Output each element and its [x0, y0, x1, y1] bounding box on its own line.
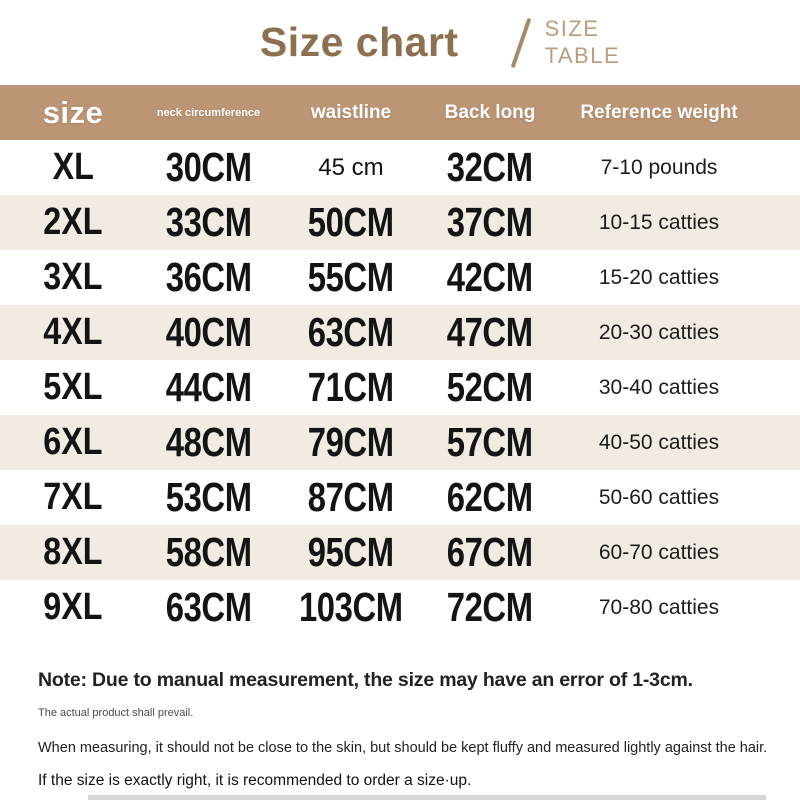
table-cell [549, 580, 769, 635]
page-subtitle-line1: SIZE [544, 16, 600, 42]
table-row [0, 195, 800, 250]
cell-value: 9XL [43, 586, 103, 628]
cell-value: 45 cm [318, 153, 384, 181]
cell-value: 50CM [308, 199, 394, 245]
table-cell [549, 195, 769, 250]
cell-value: 5XL [43, 366, 103, 408]
table-cell [431, 525, 549, 580]
table-cell [271, 195, 431, 250]
page-subtitle [545, 16, 621, 69]
cell-value: 7-10 pounds [600, 155, 718, 179]
table-cell-spacer [769, 195, 800, 250]
table-cell [0, 415, 146, 470]
cell-value: 71CM [308, 364, 394, 410]
cell-value: 15-20 catties [598, 265, 720, 289]
table-cell-spacer [769, 360, 800, 415]
cell-value: 6XL [43, 421, 103, 463]
column-header-back-long: Back long [444, 101, 536, 123]
cell-value: 87CM [308, 474, 394, 520]
table-cell [0, 250, 146, 305]
table-cell [549, 415, 769, 470]
table-cell-spacer [769, 250, 800, 305]
note-main: Note: Due to manual measurement, the size may have an error of 1-3cm. [38, 669, 693, 691]
column-header-waistline: waistline [310, 101, 392, 123]
cell-value: 40CM [165, 309, 252, 355]
cell-value: 8XL [43, 531, 103, 573]
note-sizing-advice: If the size is exactly right, it is recommended to order a size·up. [38, 772, 472, 789]
cell-value: 10-15 catties [598, 210, 720, 234]
table-cell [146, 580, 271, 635]
cell-value: 63CM [165, 584, 252, 630]
cell-value: 48CM [165, 419, 252, 465]
cell-value: 20-30 catties [598, 320, 720, 344]
cell-value: 103CM [299, 584, 403, 630]
table-cell-spacer [769, 140, 800, 195]
table-row [0, 525, 800, 580]
table-cell [271, 305, 431, 360]
notes-section [0, 635, 800, 790]
cell-value: 95CM [308, 529, 394, 575]
table-cell-spacer [769, 415, 800, 470]
table-row [0, 470, 800, 525]
table-cell [146, 525, 271, 580]
table-cell [0, 305, 146, 360]
table-cell [146, 470, 271, 525]
table-cell [549, 470, 769, 525]
size-chart-table [0, 85, 800, 635]
cell-value: 33CM [165, 199, 252, 245]
table-cell [271, 580, 431, 635]
cell-value: 47CM [447, 309, 533, 355]
column-header-size: size [42, 94, 104, 130]
next-section-edge [88, 795, 766, 800]
table-cell [271, 140, 431, 195]
table-cell [271, 470, 431, 525]
table-cell [146, 360, 271, 415]
table-cell [431, 415, 549, 470]
cell-value: 50-60 catties [598, 485, 720, 509]
cell-value: 67CM [447, 529, 533, 575]
table-cell [0, 470, 146, 525]
table-cell [0, 140, 146, 195]
table-cell [0, 580, 146, 635]
cell-value: 57CM [447, 419, 533, 465]
table-cell-spacer [769, 470, 800, 525]
cell-value: 40-50 catties [598, 430, 720, 454]
cell-value: 4XL [43, 311, 103, 353]
note-measuring: When measuring, it should not be close to the skin, but should be kept fluffy and measured lightly against the hair. [38, 740, 768, 756]
title-group [260, 16, 620, 69]
size-table-body [0, 140, 800, 635]
table-cell [431, 580, 549, 635]
cell-value: 52CM [447, 364, 533, 410]
table-cell [431, 305, 549, 360]
table-row [0, 250, 800, 305]
cell-value: 70-80 catties [598, 595, 720, 619]
cell-value: 3XL [43, 256, 103, 298]
table-cell [146, 250, 271, 305]
table-cell [549, 250, 769, 305]
cell-value: 53CM [165, 474, 252, 520]
table-cell [271, 415, 431, 470]
table-cell-spacer [769, 305, 800, 360]
cell-value: 42CM [447, 254, 533, 300]
page-subtitle-line2: TABLE [544, 42, 621, 68]
table-row [0, 580, 800, 635]
cell-value: 62CM [447, 474, 533, 520]
table-cell [431, 470, 549, 525]
table-row [0, 305, 800, 360]
column-header-neck-circumference: neck circumference [156, 106, 261, 119]
table-cell [431, 195, 549, 250]
cell-value: 58CM [165, 529, 252, 575]
cell-value: 2XL [43, 201, 103, 243]
cell-value: 30-40 catties [598, 375, 720, 399]
table-row [0, 360, 800, 415]
column-header-reference-weight: Reference weight [580, 101, 738, 123]
cell-value: 32CM [447, 144, 533, 190]
table-cell [549, 525, 769, 580]
cell-value: 60-70 catties [598, 540, 720, 564]
column-header-spacer [769, 85, 800, 140]
table-cell [146, 195, 271, 250]
table-cell [146, 305, 271, 360]
table-cell-spacer [769, 580, 800, 635]
cell-value: 63CM [308, 309, 394, 355]
table-cell [431, 140, 549, 195]
table-header-row [0, 85, 800, 140]
note-secondary: The actual product shall prevail. [38, 707, 194, 719]
table-cell [0, 195, 146, 250]
table-cell [431, 250, 549, 305]
cell-value: 55CM [308, 254, 394, 300]
table-row [0, 415, 800, 470]
cell-value: XL [52, 146, 94, 188]
cell-value: 37CM [447, 199, 533, 245]
table-cell [271, 360, 431, 415]
table-cell [549, 360, 769, 415]
cell-value: 36CM [165, 254, 252, 300]
table-cell [0, 525, 146, 580]
table-row [0, 140, 800, 195]
table-cell [146, 140, 271, 195]
table-cell [549, 305, 769, 360]
slash-divider-icon [510, 17, 531, 67]
cell-value: 30CM [165, 144, 252, 190]
page-title: Size chart [259, 19, 459, 65]
table-cell [271, 250, 431, 305]
cell-value: 72CM [447, 584, 533, 630]
cell-value: 44CM [165, 364, 252, 410]
table-cell [431, 360, 549, 415]
cell-value: 7XL [43, 476, 103, 518]
table-cell-spacer [769, 525, 800, 580]
table-cell [549, 140, 769, 195]
table-cell [0, 360, 146, 415]
cell-value: 79CM [308, 419, 394, 465]
title-bar [0, 0, 800, 85]
table-cell [271, 525, 431, 580]
table-cell [146, 415, 271, 470]
